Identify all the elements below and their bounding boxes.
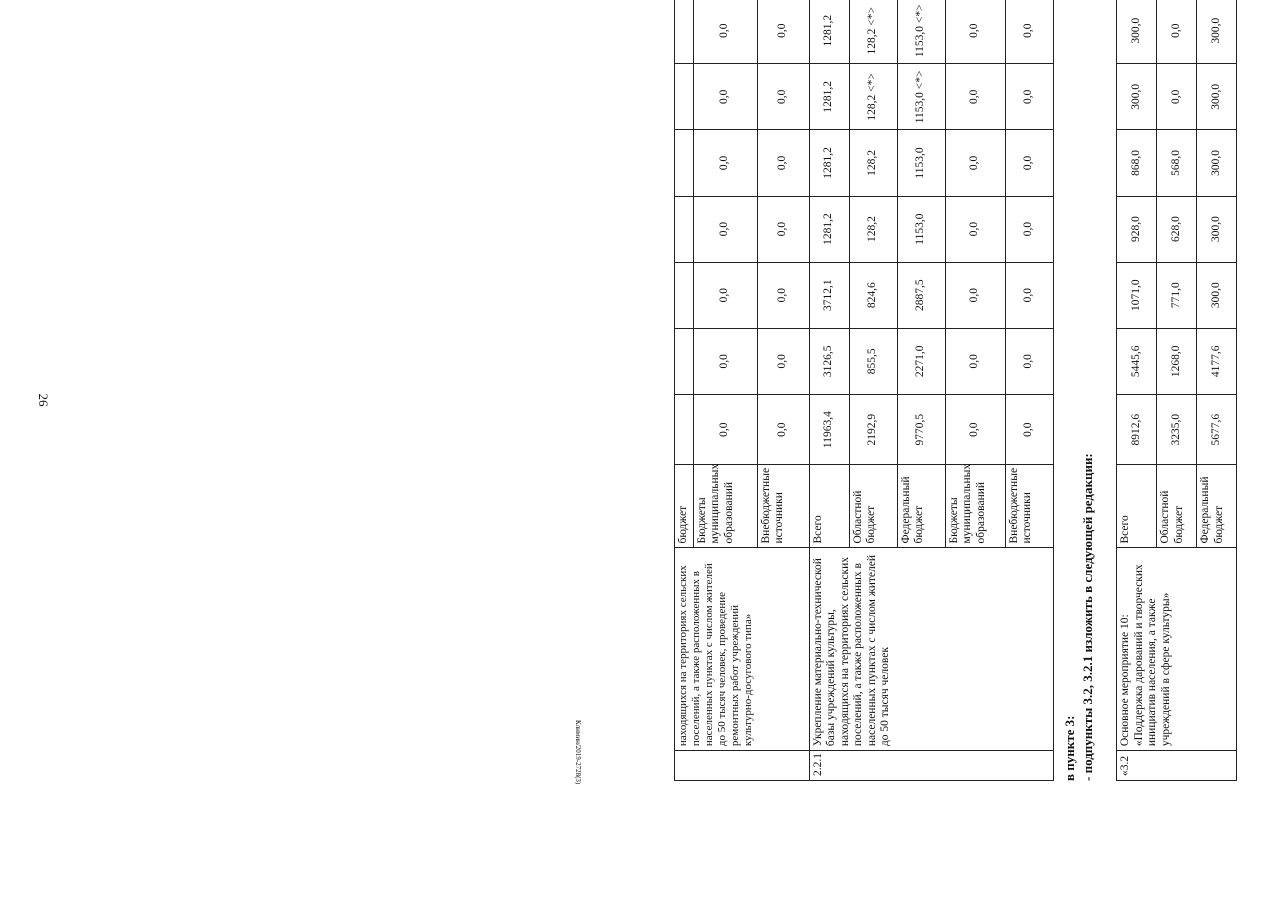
value-cell: 0,0 (945, 196, 1005, 262)
value-cell: 300,0 (1117, 0, 1157, 64)
value-cell (675, 130, 694, 196)
value-cell: 2192,9 (849, 394, 897, 464)
value-cell: 0,0 (693, 64, 757, 130)
budget-table-new (1116, 0, 1237, 781)
value-cell: 0,0 (1005, 0, 1053, 64)
value-cell: 2887,5 (897, 262, 945, 328)
value-cell: 0,0 (1005, 64, 1053, 130)
value-cell (675, 196, 694, 262)
value-cell: 1281,2 (809, 0, 849, 64)
value-cell: 0,0 (757, 262, 809, 328)
item-name-cell: Основное мероприятие 10: «Поддержка дарований и творческих инициатив населения, а также учреждений в сфере культуры» (1117, 548, 1237, 751)
source-cell: Внебюджетные источники (757, 465, 809, 548)
value-cell: 0,0 (1005, 262, 1053, 328)
value-cell: 3126,5 (809, 328, 849, 394)
item-number-cell: «3.2 (1117, 751, 1237, 781)
value-cell: 0,0 (1005, 130, 1053, 196)
instruction-line: - подпункты 3.2, 3.2.1 изложить в следующей редакции: (1080, 453, 1095, 781)
value-cell: 928,0 (1117, 196, 1157, 262)
value-cell: 1153,0 <*> (897, 0, 945, 64)
value-cell: 855,5 (849, 328, 897, 394)
value-cell: 4177,6 (1197, 328, 1237, 394)
continued-name-cell: находящихся на территориях сельских поселений, а также расположенных в населенных пунктах с числом жителей до 50 тысяч человек, проведение ремонтных работ учреждений культурно-досугового типа» (675, 548, 810, 751)
value-cell: 1281,2 (809, 64, 849, 130)
document-code: Климин/2019-2728(3) (574, 720, 582, 785)
value-cell: 128,2 <*> (849, 0, 897, 64)
rotated-page-content (640, 0, 1280, 905)
value-cell: 0,0 (1005, 196, 1053, 262)
value-cell: 128,2 (849, 130, 897, 196)
value-cell: 1268,0 (1157, 328, 1197, 394)
value-cell: 0,0 (693, 262, 757, 328)
source-cell: Бюджеты муниципальных образований (693, 465, 757, 548)
item-number-cell: 2.2.1 (809, 751, 1053, 781)
source-cell: Бюджеты муниципальных образований (945, 465, 1005, 548)
value-cell (675, 262, 694, 328)
table-row (809, 0, 849, 781)
value-cell: 8912,6 (1117, 394, 1157, 464)
value-cell: 0,0 (945, 328, 1005, 394)
source-cell: Областной бюджет (1157, 465, 1197, 548)
value-cell: 5677,6 (1197, 394, 1237, 464)
value-cell (675, 64, 694, 130)
value-cell: 628,0 (1157, 196, 1197, 262)
value-cell: 0,0 (757, 328, 809, 394)
value-cell: 300,0 (1197, 262, 1237, 328)
value-cell: 0,0 (693, 328, 757, 394)
value-cell (675, 328, 694, 394)
value-cell: 1281,2 (809, 196, 849, 262)
value-cell: 0,0 (757, 0, 809, 64)
value-cell: 0,0 (1157, 0, 1197, 64)
source-cell: Федеральный бюджет (897, 465, 945, 548)
value-cell: 0,0 (693, 0, 757, 64)
item-name-cell: Укрепление материально-технической базы учреждений культуры, находящихся на территориях сельских поселений, а также расположенных в населенных пунктах с числом жителей до 50 тысяч человек (809, 548, 1053, 751)
source-cell: Всего (809, 465, 849, 548)
value-cell: 0,0 (757, 196, 809, 262)
value-cell: 0,0 (693, 394, 757, 464)
source-cell: Всего (1117, 465, 1157, 548)
value-cell: 3712,1 (809, 262, 849, 328)
page-number: 26 (36, 393, 51, 407)
value-cell: 1153,0 <*> (897, 64, 945, 130)
budget-table-continuation (674, 0, 1054, 781)
value-cell: 0,0 (945, 64, 1005, 130)
table-row (675, 0, 694, 781)
value-cell (675, 0, 694, 64)
source-cell: бюджет (675, 465, 694, 548)
value-cell: 0,0 (757, 130, 809, 196)
value-cell: 300,0 (1197, 130, 1237, 196)
value-cell: 5445,6 (1117, 328, 1157, 394)
value-cell: 11963,4 (809, 394, 849, 464)
value-cell: 2271,0 (897, 328, 945, 394)
value-cell: 0,0 (945, 130, 1005, 196)
value-cell: 824,6 (849, 262, 897, 328)
value-cell: 0,0 (693, 130, 757, 196)
value-cell: 568,0 (1157, 130, 1197, 196)
value-cell: 300,0 (1197, 0, 1237, 64)
value-cell: 0,0 (945, 394, 1005, 464)
source-cell: Внебюджетные источники (1005, 465, 1053, 548)
value-cell: 1153,0 (897, 196, 945, 262)
value-cell: 300,0 (1197, 196, 1237, 262)
instruction-line: в пункте 3: (1062, 715, 1077, 781)
value-cell: 0,0 (945, 0, 1005, 64)
value-cell: 128,2 <*> (849, 64, 897, 130)
value-cell: 3235,0 (1157, 394, 1197, 464)
value-cell: 1071,0 (1117, 262, 1157, 328)
value-cell: 868,0 (1117, 130, 1157, 196)
value-cell: 300,0 (1197, 64, 1237, 130)
value-cell: 1281,2 (809, 130, 849, 196)
source-cell: Областной бюджет (849, 465, 897, 548)
value-cell: 771,0 (1157, 262, 1197, 328)
value-cell: 0,0 (1005, 394, 1053, 464)
value-cell: 300,0 (1117, 64, 1157, 130)
table-row (1117, 0, 1157, 781)
value-cell: 128,2 (849, 196, 897, 262)
value-cell: 9770,5 (897, 394, 945, 464)
value-cell: 0,0 (1005, 328, 1053, 394)
value-cell: 1153,0 (897, 130, 945, 196)
source-cell: Федеральный бюджет (1197, 465, 1237, 548)
value-cell: 0,0 (945, 262, 1005, 328)
item-number-cell (675, 751, 810, 781)
value-cell: 0,0 (1157, 64, 1197, 130)
value-cell: 0,0 (757, 64, 809, 130)
value-cell (675, 394, 694, 464)
value-cell: 0,0 (757, 394, 809, 464)
value-cell: 0,0 (693, 196, 757, 262)
